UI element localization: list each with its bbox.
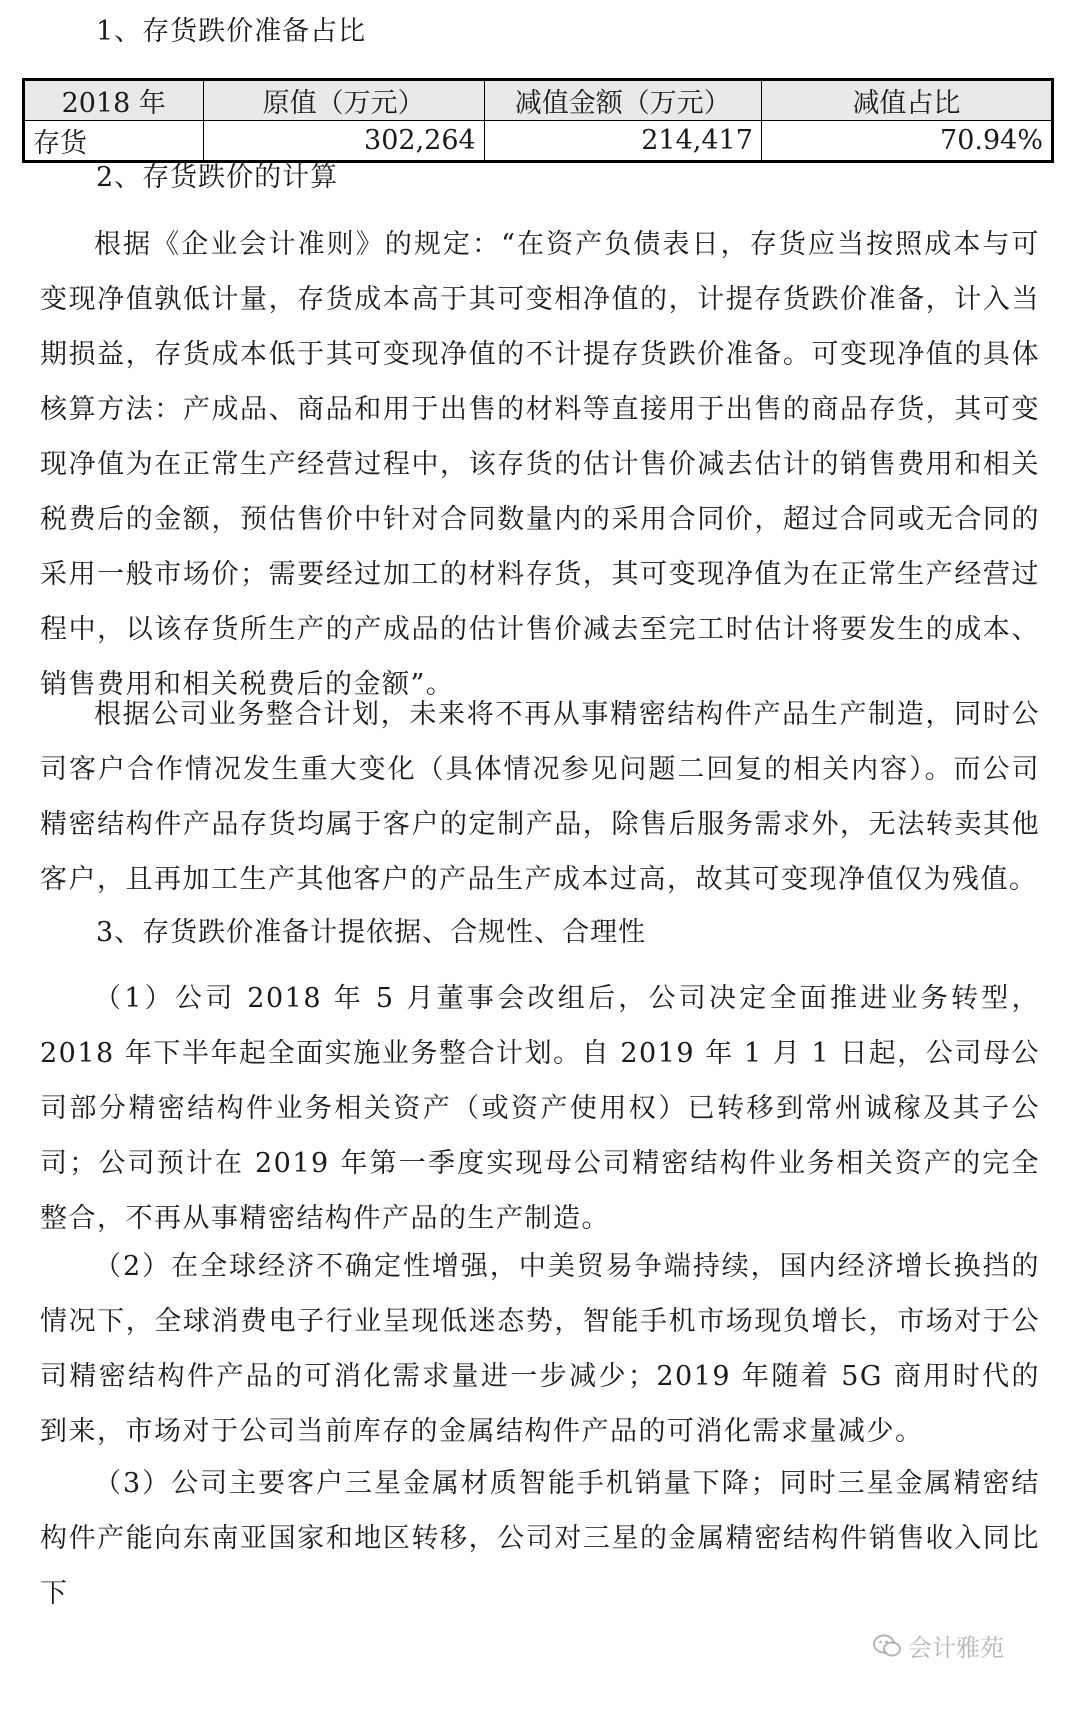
section-3-heading: 3、存货跌价准备计提依据、合规性、合理性 — [96, 917, 647, 948]
section-2-heading: 2、存货跌价的计算 — [96, 162, 339, 193]
paragraph-item-1: （1）公司 2018 年 5 月董事会改组后，公司决定全面推进业务转型，2018 年下半年起全面实施业务整合计划。自 2019 年 1 月 1 日起，公司母公司部分精密结构件业务相关资产（或资产使用权）已转移到常州诚稼及其子公司；公司预计在 2019 年第一季度实现母公司精密结构件业务相关资产的完全整合，不再从事精密结构件产品的生产制造。 — [40, 983, 1040, 1234]
header-impairment-amount: 减值金额（万元） — [484, 80, 761, 121]
row-original-value: 302,264 — [203, 121, 484, 162]
inventory-impairment-table — [22, 78, 1054, 163]
paragraph-item-2: （2）在全球经济不确定性增强，中美贸易争端持续，国内经济增长换挡的情况下，全球消费电子行业呈现低迷态势，智能手机市场现负增长，市场对于公司精密结构件产品的可消化需求量进一步减少；2019 年随着 5G 商用时代的到来，市场对于公司当前库存的金属结构件产品的可消化需求量减少。 — [40, 1251, 1040, 1447]
row-label: 存货 — [24, 121, 204, 162]
table-row — [24, 121, 1053, 162]
section-1-heading: 1、存货跌价准备占比 — [96, 16, 367, 47]
paragraph-accounting-standard: 根据《企业会计准则》的规定：“在资产负债表日，存货应当按照成本与可变现净值孰低计量，存货成本高于其可变相净值的，计提存货跌价准备，计入当期损益，存货成本低于其可变现净值的不计提存货跌价准备。可变现净值的具体核算方法：产成品、商品和用于出售的材料等直接用于出售的商品存货，其可变现净值为在正常生产经营过程中，该存货的估计售价减去估计的销售费用和相关税费后的金额，预估售价中针对合同数量内的采用合同价，超过合同或无合同的采用一般市场价；需要经过加工的材料存货，其可变现净值为在正常生产经营过程中，以该存货所生产的产成品的估计售价减去至完工时估计将要发生的成本、销售费用和相关税费后的金额”。 — [40, 229, 1040, 700]
watermark-text: 会计雅苑 — [908, 1634, 1004, 1662]
header-impairment-ratio: 减值占比 — [761, 80, 1052, 121]
header-original-value: 原值（万元） — [203, 80, 484, 121]
wechat-icon — [872, 1633, 902, 1659]
header-year: 2018 年 — [24, 80, 204, 121]
row-impairment-amount: 214,417 — [484, 121, 761, 162]
watermark — [872, 1628, 1004, 1663]
table-header-row — [24, 80, 1053, 121]
paragraph-item-3: （3）公司主要客户三星金属材质智能手机销量下降；同时三星金属精密结构件产能向东南亚国家和地区转移，公司对三星的金属精密结构件销售收入同比下 — [40, 1468, 1040, 1609]
row-impairment-ratio: 70.94% — [761, 121, 1052, 162]
paragraph-business-integration: 根据公司业务整合计划，未来将不再从事精密结构件产品生产制造，同时公司客户合作情况发生重大变化（具体情况参见问题二回复的相关内容）。而公司精密结构件产品存货均属于客户的定制产品，除售后服务需求外，无法转卖其他客户，且再加工生产其他客户的产品生产成本过高，故其可变现净值仅为残值。 — [40, 699, 1040, 895]
